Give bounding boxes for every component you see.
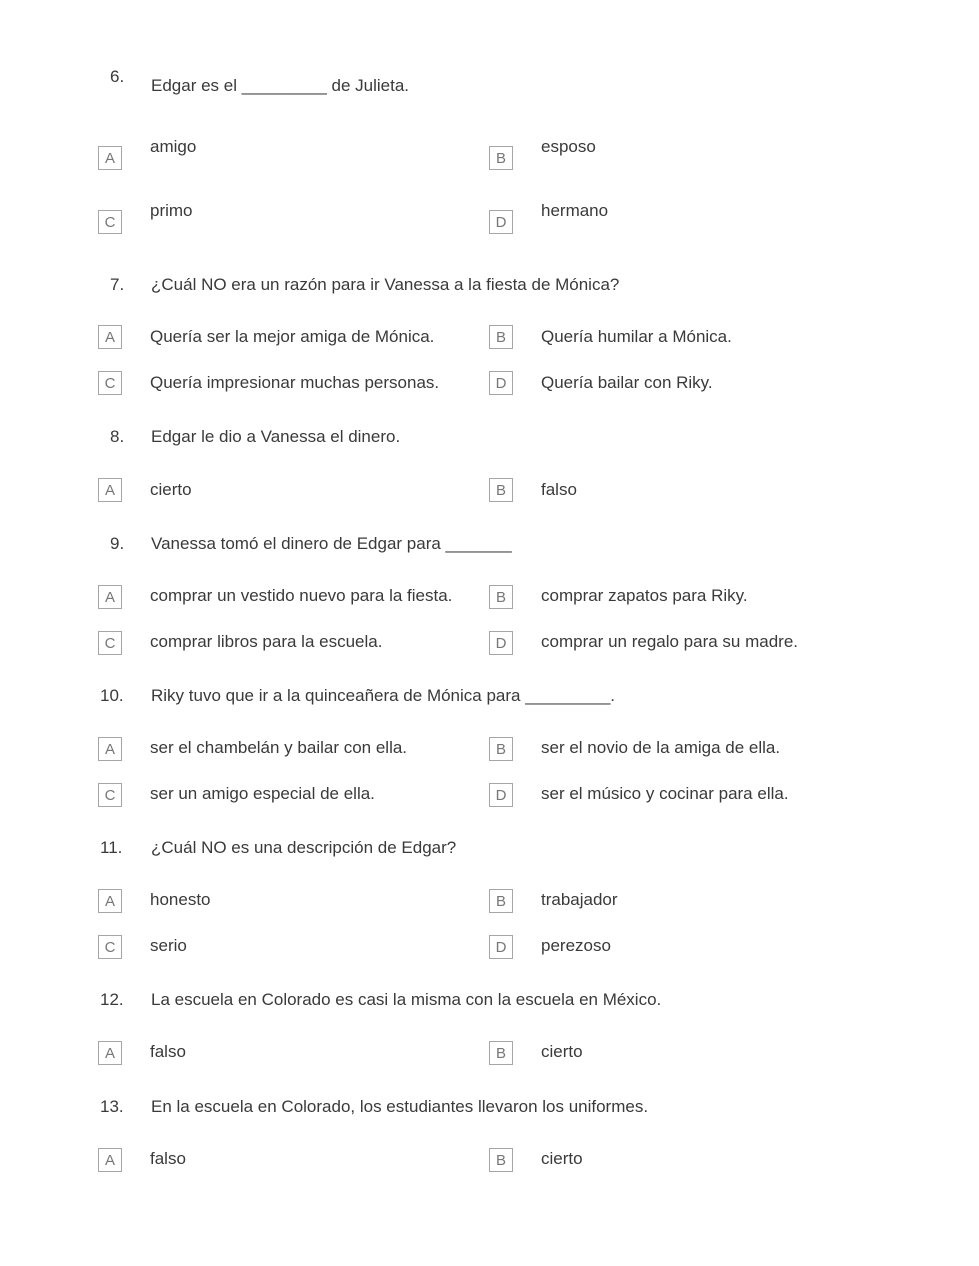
option-letter-box[interactable]: C <box>98 371 122 395</box>
option-letter-box[interactable]: D <box>489 371 513 395</box>
question-text: ¿Cuál NO era un razón para ir Vanessa a la fiesta de Mónica? <box>151 275 620 294</box>
option-letter-box[interactable]: B <box>489 325 513 349</box>
option-label: trabajador <box>541 890 618 909</box>
option-label: Quería impresionar muchas personas. <box>150 373 440 392</box>
option-letter-box[interactable]: A <box>98 585 122 609</box>
option-label: comprar libros para la escuela. <box>150 632 383 651</box>
option-label: serio <box>150 936 187 955</box>
option-label: amigo <box>150 137 197 156</box>
option-letter-box[interactable]: D <box>489 935 513 959</box>
option-label: cierto <box>150 480 192 499</box>
option-letter-box[interactable]: B <box>489 737 513 761</box>
option-letter-box[interactable]: B <box>489 1041 513 1065</box>
option-label: comprar un vestido nuevo para la fiesta. <box>150 586 453 605</box>
option-letter-box[interactable]: C <box>98 783 122 807</box>
option-label: comprar un regalo para su madre. <box>541 632 799 651</box>
option-label: Quería ser la mejor amiga de Mónica. <box>150 327 435 346</box>
option-label: cierto <box>541 1149 583 1168</box>
question-text: Riky tuvo que ir a la quinceañera de Mónica para _________. <box>151 686 616 705</box>
option-letter-box[interactable]: D <box>489 210 513 234</box>
option-label: cierto <box>541 1042 583 1061</box>
option-letter-box[interactable]: A <box>98 325 122 349</box>
option-letter-box[interactable]: B <box>489 478 513 502</box>
option-letter-box[interactable]: A <box>98 889 122 913</box>
option-label: ser el novio de la amiga de ella. <box>541 738 781 757</box>
option-label: falso <box>150 1149 186 1168</box>
option-label: perezoso <box>541 936 611 955</box>
option-label: ser el músico y cocinar para ella. <box>541 784 789 803</box>
question-number: 7. <box>110 275 125 294</box>
option-letter-box[interactable]: B <box>489 1148 513 1172</box>
question-text: Edgar le dio a Vanessa el dinero. <box>151 427 401 446</box>
question-text: Vanessa tomó el dinero de Edgar para _______ <box>151 534 512 553</box>
option-letter-box[interactable]: B <box>489 889 513 913</box>
option-label: ser un amigo especial de ella. <box>150 784 375 803</box>
option-label: falso <box>150 1042 186 1061</box>
option-label: ser el chambelán y bailar con ella. <box>150 738 408 757</box>
option-letter-box[interactable]: D <box>489 631 513 655</box>
question-number: 6. <box>110 67 125 86</box>
option-letter-box[interactable]: B <box>489 146 513 170</box>
option-label: honesto <box>150 890 211 909</box>
option-letter-box[interactable]: C <box>98 631 122 655</box>
option-label: falso <box>541 480 577 499</box>
option-letter-box[interactable]: A <box>98 146 122 170</box>
option-letter-box[interactable]: A <box>98 1041 122 1065</box>
question-number: 8. <box>110 427 125 446</box>
option-letter-box[interactable]: C <box>98 935 122 959</box>
question-text: ¿Cuál NO es una descripción de Edgar? <box>151 838 457 857</box>
option-label: Quería bailar con Riky. <box>541 373 713 392</box>
question-text: En la escuela en Colorado, los estudiantes llevaron los uniformes. <box>151 1097 649 1116</box>
option-letter-box[interactable]: A <box>98 478 122 502</box>
question-number: 10. <box>100 686 124 705</box>
option-label: comprar zapatos para Riky. <box>541 586 748 605</box>
question-text: Edgar es el _________ de Julieta. <box>151 76 410 95</box>
question-number: 9. <box>110 534 125 553</box>
option-letter-box[interactable]: C <box>98 210 122 234</box>
option-letter-box[interactable]: A <box>98 1148 122 1172</box>
question-number: 13. <box>100 1097 124 1116</box>
question-number: 11. <box>100 838 123 857</box>
option-letter-box[interactable]: D <box>489 783 513 807</box>
question-text: La escuela en Colorado es casi la misma con la escuela en México. <box>151 990 662 1009</box>
option-label: hermano <box>541 201 609 220</box>
question-number: 12. <box>100 990 124 1009</box>
option-letter-box[interactable]: B <box>489 585 513 609</box>
option-label: esposo <box>541 137 596 156</box>
option-letter-box[interactable]: A <box>98 737 122 761</box>
option-label: Quería humilar a Mónica. <box>541 327 732 346</box>
option-label: primo <box>150 201 193 220</box>
